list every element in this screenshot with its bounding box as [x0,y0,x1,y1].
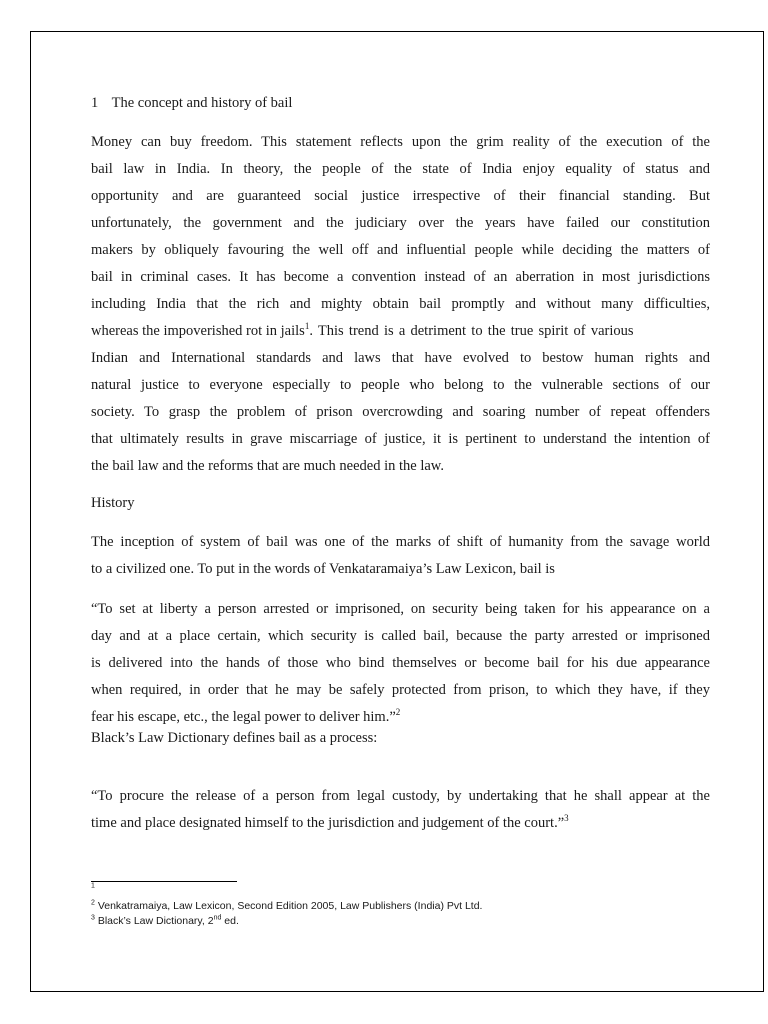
text-line: to a civilized one. To put in the words of Venkataramaiya’s Law Lexicon, bail is [91,561,555,577]
text-line: Money can buy freedom. This statement reflects upon the grim reality of the execution of the [91,134,710,150]
text-segment: time and place designated himself to the jurisdiction and judgement of the court.” [91,815,565,831]
section-heading [91,95,292,112]
blacks-intro: Black’s Law Dictionary defines bail as a process: [91,730,378,746]
text-line-with-footnote [91,704,710,731]
history-heading: History [91,495,135,511]
footnote-divider [91,881,237,882]
section-title: The concept and history of bail [111,95,293,111]
text-line: makers by obliquely favouring the well off and influential people while deciding the matters of [91,242,710,258]
paragraph-history [91,529,710,583]
text-line: when required, in order that he may be safely protected from prison, to which they have, if they [91,682,710,698]
footnote-superscript: nd [213,914,222,922]
footnote-number: 3 [91,914,95,922]
text-line: is delivered into the hands of those who bind themselves or become bail for his due appearance [91,655,710,671]
text-line: the bail law and the reforms that are much needed in the law. [91,458,444,474]
footnote-3 [91,915,239,927]
text-line: natural justice to everyone especially to people who belong to the vulnerable sections of our [91,377,710,393]
text-line-with-footnote [91,810,710,837]
text-line: including India that the rich and mighty obtain bail promptly and without many difficulties, [91,296,710,312]
document-page [30,31,764,992]
text-line: bail in criminal cases. It has become a convention instead of an aberration in most jurisdictions [91,269,710,285]
footnote-ref: 3 [564,813,569,824]
text-line-with-footnote [91,318,710,345]
text-segment: whereas the impoverished rot in jails [91,323,305,339]
text-segment: fear his escape, etc., the legal power to deliver him.” [91,709,396,725]
footnote-text: Black’s Law Dictionary, 2 [97,915,214,927]
footnote-number: 1 [91,882,95,890]
text-line: Indian and International standards and laws that have evolved to bestow human rights and [91,350,710,366]
text-line: that ultimately results in grave miscarriage of justice, it is pertinent to understand the intention of [91,431,710,447]
quote-blacks [91,783,710,837]
footnote-2 [91,900,482,912]
section-number: 1 [91,95,99,111]
footnote-1 [91,883,95,895]
text-line: unfortunately, the government and the judiciary over the years have failed our constitution [91,215,710,231]
footnote-ref: 1 [304,321,310,332]
footnote-text-tail: ed. [224,915,239,927]
footnote-number: 2 [91,899,95,907]
text-line: “To procure the release of a person from legal custody, by undertaking that he shall appear at the [91,788,710,804]
text-segment: . This trend is a detriment to the true spirit of various [309,323,634,339]
text-line: opportunity and are guaranteed social justice irrespective of their financial standing. But [91,188,710,204]
footnote-ref: 2 [395,707,401,718]
text-line: “To set at liberty a person arrested or imprisoned, on security being taken for his appearance on a [91,601,710,617]
text-line: day and at a place certain, which security is called bail, because the party arrested or imprisoned [91,628,710,644]
text-line: The inception of system of bail was one of the marks of shift of humanity from the savage world [91,534,710,550]
text-line: society. To grasp the problem of prison overcrowding and soaring number of repeat offenders [91,404,710,420]
quote-venkataramaiya [91,596,710,731]
footnote-text: Venkatramaiya, Law Lexicon, Second Edition 2005, Law Publishers (India) Pvt Ltd. [97,900,483,912]
paragraph-intro [91,129,710,480]
text-line: bail law in India. In theory, the people of the state of India enjoy equality of status and [91,161,710,177]
